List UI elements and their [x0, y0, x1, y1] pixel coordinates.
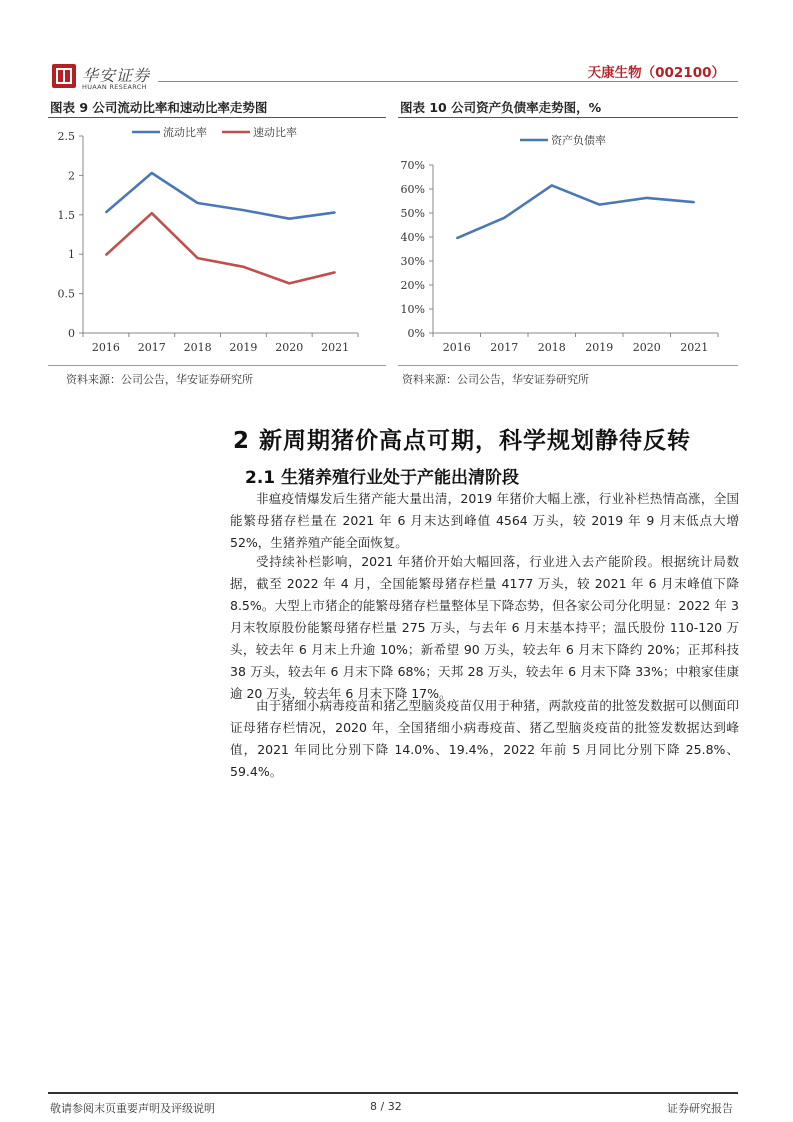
footer-report-type: 证券研究报告 [667, 1102, 733, 1115]
figure-10-title-rule [398, 117, 738, 118]
figure-10-title: 图表 10 公司资产负债率走势图，% [400, 100, 602, 115]
data-point [243, 209, 245, 211]
x-tick-label: 2017 [490, 341, 519, 354]
paragraph-1: 非瘟疫情爆发后生猪产能大量出清，2019 年猪价大幅上涨，行业补栏热情高涨，全国能繁母猪存栏量在 2021 年 6 月末达到峰值 4564 万头，较 2019 年 9 月末低点大增 52%，生猪养殖产能全面恢复。 [230, 491, 739, 550]
series-line-2 [106, 213, 335, 283]
x-tick-label: 2020 [275, 341, 304, 354]
data-point [693, 201, 695, 203]
y-tick-label: 50% [400, 207, 425, 220]
y-tick-label: 0% [407, 327, 425, 340]
logo-english-name: HUAAN RESEARCH [82, 83, 147, 91]
y-tick-label: 1.5 [57, 208, 75, 222]
data-point [243, 266, 245, 268]
logo-chinese-name: 华安证券 [82, 66, 151, 85]
footer-disclaimer: 敬请参阅末页重要声明及评级说明 [50, 1102, 215, 1115]
data-point [646, 197, 648, 199]
x-tick-label: 2018 [183, 341, 212, 354]
y-tick-label: 0 [68, 327, 75, 340]
subsection-heading: 2.1 生猪养殖行业处于产能出清阶段 [245, 468, 520, 488]
page-number: 8 / 32 [370, 1100, 402, 1113]
y-tick-label: 30% [400, 255, 425, 268]
data-point [197, 202, 199, 204]
figure-10-source-rule [398, 365, 738, 366]
current-quick-ratio-chart [48, 120, 388, 365]
series-line-1 [106, 173, 335, 219]
data-point [598, 204, 600, 206]
figure-9-title: 图表 9 公司流动比率和速动比率走势图 [50, 100, 268, 115]
figure-9-source: 资料来源：公司公告，华安证券研究所 [66, 373, 253, 386]
data-point [456, 237, 458, 239]
company-name: 天康生物（002100） [587, 65, 725, 81]
x-tick-label: 2018 [537, 341, 566, 354]
y-tick-label: 40% [400, 231, 425, 244]
legend-label: 资产负债率 [551, 134, 606, 147]
data-point [288, 283, 290, 285]
data-point [551, 185, 553, 187]
data-point [334, 212, 336, 214]
asset-liability-ratio-chart [398, 120, 738, 365]
data-point [288, 218, 290, 220]
y-tick-label: 0.5 [57, 287, 75, 301]
legend-label: 速动比率 [253, 126, 297, 139]
huaan-logo-icon [52, 64, 76, 88]
footer-divider [48, 1092, 738, 1094]
data-point [197, 257, 199, 259]
data-point [334, 272, 336, 274]
data-point [503, 217, 505, 219]
x-tick-label: 2019 [229, 341, 258, 354]
y-tick-label: 10% [400, 303, 425, 316]
figure-9-source-rule [48, 365, 386, 366]
y-tick-label: 1 [68, 248, 75, 262]
x-tick-label: 2019 [585, 341, 614, 354]
y-tick-label: 60% [400, 183, 425, 196]
figure-10-source: 资料来源：公司公告，华安证券研究所 [402, 373, 589, 386]
x-tick-label: 2017 [137, 341, 166, 354]
paragraph-2: 受持续补栏影响，2021 年猪价开始大幅回落，行业进入去产能阶段。根据统计局数据，截至 2022 年 4 月，全国能繁母猪存栏量 4177 万头，较 2021 年 6 月末峰值下降 8.5%。大型上市猪企的能繁母猪存栏量整体呈下降态势，但各家公司分化明显：2022 年 3 月末牧原股份能繁母猪存栏量 275 万头，与去年 6 月末基本持平；温氏股份 110-120 万头，较去年 6 月末上升逾 10%；新希望 90 万头，较去年 6 月末下降约 20%；正邦科技 38 万头，较去年 6 月末下降 68%；天邦 28 万头，较去年 6 月末下降 33%；中粮家佳康逾 20 万头，较去年 6 月末下降 17%。 [230, 554, 739, 701]
x-tick-label: 2020 [632, 341, 661, 354]
header-divider [158, 81, 738, 82]
section-heading: 2 新周期猪价高点可期，科学规划静待反转 [233, 428, 692, 454]
y-tick-label: 2 [68, 169, 75, 183]
data-point [151, 212, 153, 214]
x-tick-label: 2021 [321, 341, 350, 354]
figure-9-title-rule [48, 117, 386, 118]
data-point [105, 212, 107, 214]
y-tick-label: 20% [400, 279, 425, 292]
x-tick-label: 2016 [91, 341, 120, 354]
x-tick-label: 2021 [680, 341, 709, 354]
series-line-1 [457, 185, 695, 238]
paragraph-3: 由于猪细小病毒疫苗和猪乙型脑炎疫苗仅用于种猪，两款疫苗的批签发数据可以侧面印证母猪存栏情况，2020 年，全国猪细小病毒疫苗、猪乙型脑炎疫苗的批签发数据达到峰值，2021 年同比分别下降 14.0%、19.4%，2022 年前 5 月同比分别下降 25.8%、59.4%。 [230, 698, 739, 779]
legend-label: 流动比率 [163, 126, 207, 139]
x-tick-label: 2016 [442, 341, 471, 354]
y-tick-label: 2.5 [57, 130, 75, 143]
y-tick-label: 70% [400, 159, 425, 172]
data-point [105, 254, 107, 256]
data-point [151, 172, 153, 174]
